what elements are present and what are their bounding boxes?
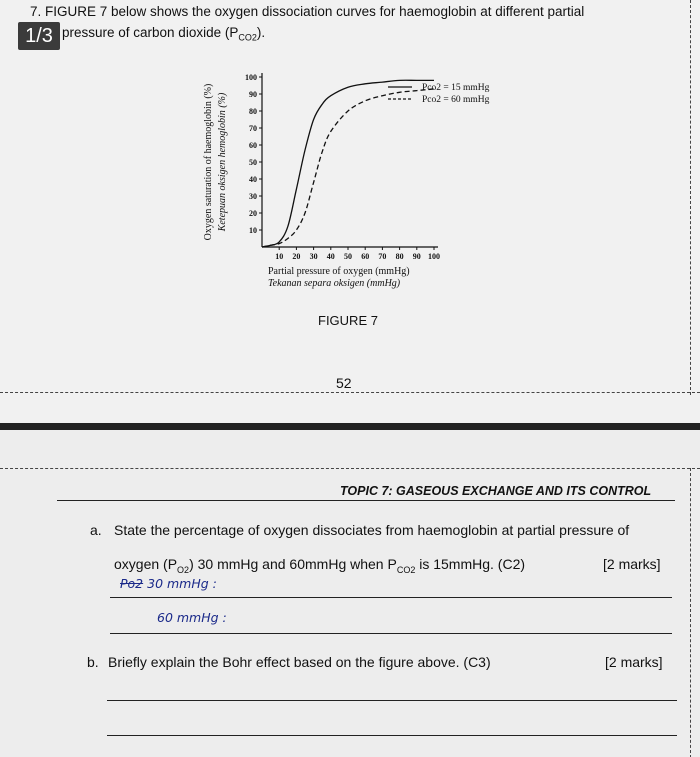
question-b-line1: Briefly explain the Bohr effect based on the figure above. (C3) [108,654,491,670]
x-tick-label: 90 [412,252,421,261]
x-tick-label: 50 [344,252,352,261]
y-tick-label: 90 [249,90,257,99]
x-tick-label: 20 [292,252,301,261]
x-tick-label: 80 [395,252,404,261]
cut-line [0,468,700,469]
answer-line [110,597,672,598]
handwritten-answer-1: Po2 30 mmHg : [120,576,217,591]
worksheet-page-bottom [0,430,700,757]
x-tick-label: 70 [378,252,387,261]
question-b-marks: [2 marks] [605,654,663,670]
answer-line [107,700,677,701]
y-axis-label: Oxygen saturation of haemoglobin (%) [203,83,214,241]
series-line-2 [262,89,434,247]
answer-line [107,735,677,736]
handwritten-answer-2: 60 mmHg : [157,610,227,625]
legend-label: Pco2 = 15 mmHg [422,83,490,93]
series-line-1 [262,80,434,247]
question-a-marks: [2 marks] [603,556,661,572]
x-tick-label: 100 [428,252,440,261]
page-counter-badge: 1/3 [18,22,60,50]
y-axis-label-alt: Ketepuan oksigen hemoglobin (%) [217,92,228,232]
topic-heading: TOPIC 7: GASEOUS EXCHANGE AND ITS CONTROL [340,484,652,498]
page-number: 52 [336,375,352,391]
question-a-line1: State the percentage of oxygen dissociates from haemoglobin at partial pressure of [114,522,630,538]
y-tick-label: 100 [245,73,257,82]
topic-underline [57,500,675,501]
cut-line [0,392,700,393]
x-tick-label: 10 [275,252,284,261]
y-tick-label: 70 [249,124,257,133]
oxygen-dissociation-chart [0,0,700,310]
y-tick-label: 40 [249,175,257,184]
y-tick-label: 60 [249,141,257,150]
legend-label: Pco2 = 60 mmHg [422,95,490,105]
x-axis-label: Partial pressure of oxygen (mmHg) [268,266,410,277]
page-gap [0,423,700,430]
x-axis-label-alt: Tekanan separa oksigen (mmHg) [268,278,401,289]
y-tick-label: 30 [249,192,257,201]
page-border [690,468,691,757]
question-a-line2: oxygen $(P_{O2})$ 30 mmHg and 60mmHg when $P_{CO2}$ is 15mmHg. (C2) [114,556,526,575]
question-intro-line2: pressure of carbon dioxide $(P_{CO2})$. [62,25,266,43]
answer-line [110,633,672,634]
y-tick-label: 50 [249,158,257,167]
question-a-label: a. [90,522,102,538]
y-tick-label: 80 [249,107,257,116]
x-tick-label: 40 [326,252,335,261]
question-intro-line1: 7. FIGURE 7 below shows the oxygen dissociation curves for haemoglobin at different partial [30,4,585,19]
x-tick-label: 60 [361,252,370,261]
figure-caption: FIGURE 7 [318,313,378,328]
x-tick-label: 30 [309,252,318,261]
y-tick-label: 20 [249,209,257,218]
y-tick-label: 10 [249,226,257,235]
question-b-label: b. [87,654,99,670]
